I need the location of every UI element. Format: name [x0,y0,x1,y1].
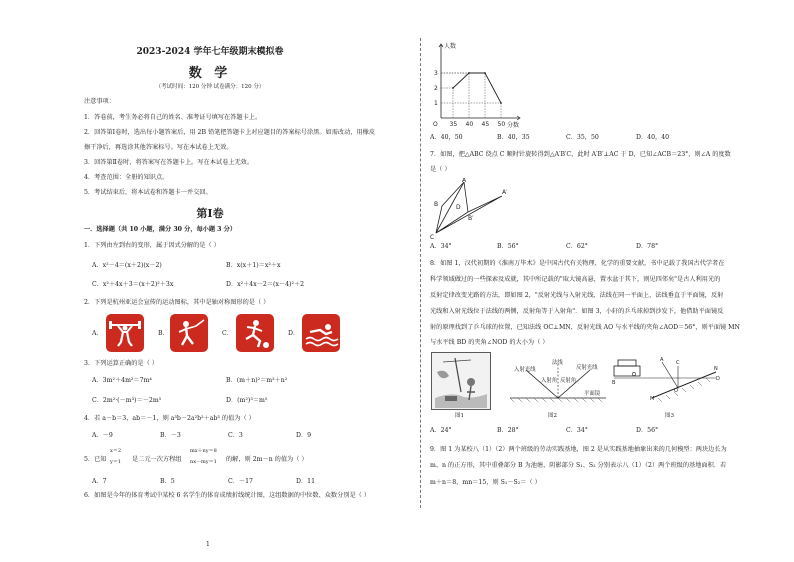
q8-figure-3-sofa-mirror [612,352,722,410]
notes-heading: 注意事项： [84,98,115,105]
svg-text:B: B [612,380,616,386]
q5-solution-y: y＝1 [110,459,122,465]
q2-option-b[interactable]: B． [158,330,169,337]
q8-fig2-reflection-angle: 反射角 [560,378,577,384]
q7-label-b-prime: B′ [468,215,474,222]
q5-option-a[interactable]: A．7 [92,478,107,485]
q1-stem: 1．下列由左到右的变形，属于因式分解的是（ ） [84,242,220,249]
q8-figure-2-caption: 图2 [548,413,557,419]
q2-stem: 2．下列是杭州亚运会宣传的运动图标，其中是轴对称图形的是（ ） [84,299,270,306]
q8-figure-1-caption: 图1 [455,413,464,419]
q7-label-a: A [462,178,467,184]
note-item: 5．考试结束后，将本试卷和答题卡一并交回。 [84,189,212,196]
column-divider [420,38,421,508]
q4-stem: 4．若 a－b＝3，ab＝－1，则 a³b－2a²b²＋ab³ 的值为（ ） [84,415,255,422]
q3-option-a[interactable]: A．3m²＋4m²＝7m⁴ [92,377,152,384]
svg-text:D: D [716,376,720,382]
q4-option-b[interactable]: B．－3 [160,432,181,439]
note-item: 2．回答第Ⅰ卷时，选出每小题答案后，用 2B 铅笔把答题卡上对应题目的答案标号涂黑。如需改动，用橡皮 [84,129,376,136]
q2-option-c[interactable]: C． [222,330,233,337]
q8-line-3: 反射定律改变光路的方法，即如图 2，"反射光线与入射光线、法线在同一平面上，法线垂直于平面镜，反射 [430,292,724,299]
q5-solution-x: x＝2 [110,448,122,454]
q8-figure-1-illustration [431,352,491,410]
x-tick-label: 40 [465,121,474,128]
q6-option-c[interactable]: C．35，50 [566,134,599,141]
data-point [484,72,486,74]
q7-option-b[interactable]: B．56° [497,243,519,250]
q8-fig2-reflected-label: 反射光线 [576,365,598,371]
q7-stem: 7．如图，把△ABC 绕点 C 顺时针旋转得到△A′B′C，此时 A′B′⊥AC 于 D，已知∠ACB＝23°，则∠A 的度数 [430,151,731,158]
note-item: 3．回答第Ⅱ卷时，将答案写在答题卡上。写在本试卷上无效。 [84,159,254,166]
q6-option-a[interactable]: A．40，50 [430,134,463,141]
q8-line-6: 与水平线 BD 的夹角∠NOD 的大小为（ ） [430,339,549,346]
fencing-icon [170,314,208,352]
x-tick-label: 35 [449,121,458,128]
svg-text:O: O [674,388,678,394]
q8-option-d[interactable]: D．56° [636,427,659,434]
q9-line-2: m、n 的正方形，其中重叠部分 B 为池塘，阴影部分 S₁、S₂ 分别表示八（1）（2）两个班级的基地面积．若 [430,462,727,469]
series-line [453,73,501,103]
q5-stem-b: 是二元一次方程组 [132,456,182,463]
weightlifting-icon [106,314,144,352]
exam-title: 2023-2024 学年七年级期末模拟卷 [136,47,284,57]
q5-option-c[interactable]: C．－17 [228,478,253,485]
q7-label-a-prime: A′ [502,189,508,196]
q7-option-c[interactable]: C．62° [566,243,588,250]
q8-fig2-normal-label: 法线 [552,360,563,366]
q7-option-d[interactable]: D．78° [636,243,659,250]
q4-option-d[interactable]: D．9 [296,432,312,439]
q7-label-b: B [434,201,439,208]
q8-option-b[interactable]: B．28° [497,427,519,434]
q7-option-a[interactable]: A．34° [430,243,452,250]
y-axis-label: 人数 [444,43,457,50]
q4-option-c[interactable]: C．3 [228,432,243,439]
x-tick-label: 50 [497,121,506,128]
data-point [468,72,470,74]
note-item: 1．答卷前，考生务必将自己的姓名、准考证号填写在答题卡上。 [84,114,262,121]
y-tick-label: 3 [434,70,438,77]
q1-option-b[interactable]: B．x(x＋1)＝x²＋x [226,262,281,269]
svg-text:C: C [676,360,680,366]
football-icon [236,314,274,352]
y-tick-label: 1 [434,100,438,107]
exam-info: （考试时间：120 分钟 试卷满分：120 分） [155,84,265,90]
q3-stem: 3．下列运算正确的是（ ） [84,360,158,367]
page-number: 1 [206,541,210,548]
q5-equation-1: mx＋ny＝8 [190,448,217,454]
x-axis-label: 分数 [507,122,520,128]
q6-stem: 6．如图是今年的体育考试中某校 6 名学生的体育成绩折线统计图，这组数据的中位数、众数分别是（ ） [84,492,371,499]
q6-line-chart [425,40,525,128]
swimming-icon [302,314,340,352]
q8-line-2: 科学领域做过的一些探索及成就，其中所记载的"取大镜高悬，置水盆于其下，则见四邻矣"是古人利用光的 [430,276,721,283]
note-item: 擦干净后，再选涂其他答案标号。写在本试卷上无效。 [84,144,233,151]
q7-stem-2: 是（ ） [430,166,451,173]
q8-fig2-incidence-angle: 入射角 [541,378,558,384]
q1-option-d[interactable]: D．x²＋4x－2＝(x－4)²＋2 [226,281,305,288]
q7-rotation-figure [428,178,508,240]
q4-option-a[interactable]: A．－9 [92,432,113,439]
q8-line-1: 8．如图 1，汉代初期的《淮南万毕术》是中国古代有关物理、化学的重要文献，书中记载了我国古代学者在 [430,260,725,267]
q8-line-5: 射的原理找到了乒乓球的位置，已知法线 OC⊥MN，反射光线 AO 与水平线的夹角∠AOD＝56°，则平面镜 MN [430,324,740,331]
q3-option-c[interactable]: C．2m²·(－m³)＝－2m⁵ [92,397,162,404]
q9-line-1: 9．图 1 为某校八（1）（2）两个班级的劳动实践基地，图 2 是从实践基地抽象出来的几何模型：两块边长为 [430,446,727,453]
q8-line-4: 光线和入射光线位于法线的两侧，反射角等于入射角"．如图 3，小轩的乒乓球掉到沙发下，他借助平面镜反 [430,308,724,315]
q7-label-c: C [430,234,435,240]
q6-option-d[interactable]: D．40，40 [636,134,670,141]
svg-text:A: A [660,357,664,363]
q5-equation-2: nx－my＝1 [190,459,217,465]
q5-stem-c: 的解，则 2m－n 的值为（ ） [226,456,308,463]
q3-option-d[interactable]: D．(m²)³＝m⁵ [226,397,268,404]
q9-line-3: m＋n＝8，mn＝15，则 S₁－S₂＝（ ） [430,479,541,486]
q8-option-a[interactable]: A．24° [430,427,452,434]
q2-option-d[interactable]: D． [288,330,300,337]
svg-text:N: N [714,366,718,372]
q8-fig2-mirror-label: 平面镜 [584,391,601,397]
q5-option-d[interactable]: D．11 [296,478,316,485]
q7-label-d: D [456,204,461,211]
q8-option-c[interactable]: C．34° [566,427,588,434]
subject-title: 数 学 [188,66,232,81]
data-point [452,87,454,89]
section-title: 第Ⅰ卷 [196,207,224,220]
part-heading: 一．选择题（共 10 小题，满分 30 分，每小题 3 分） [84,226,237,233]
origin-label: O [433,121,438,128]
note-item: 4．考查范围：全册的知识点。 [84,174,169,181]
q2-option-a[interactable]: A． [92,330,103,337]
q6-option-b[interactable]: B．40，35 [497,134,530,141]
q5-stem-a: 5．已知 [84,456,107,463]
q3-option-b[interactable]: B．(m＋n)²＝m²＋n² [226,377,288,384]
q8-figure-3-caption: 图3 [665,413,674,419]
q8-fig2-incident-label: 入射光线 [514,367,536,373]
data-point [500,102,502,104]
q1-option-c[interactable]: C．x²＋4x＋3＝(x＋2)²＋3x [92,281,174,288]
q1-option-a[interactable]: A．x²－4＝(x＋2)(x－2) [92,262,162,269]
x-tick-label: 45 [481,121,490,128]
q5-option-b[interactable]: B．5 [160,478,175,485]
svg-text:M: M [650,396,655,402]
q8-figure-2-reflection [508,358,608,408]
y-tick-label: 2 [434,85,438,92]
